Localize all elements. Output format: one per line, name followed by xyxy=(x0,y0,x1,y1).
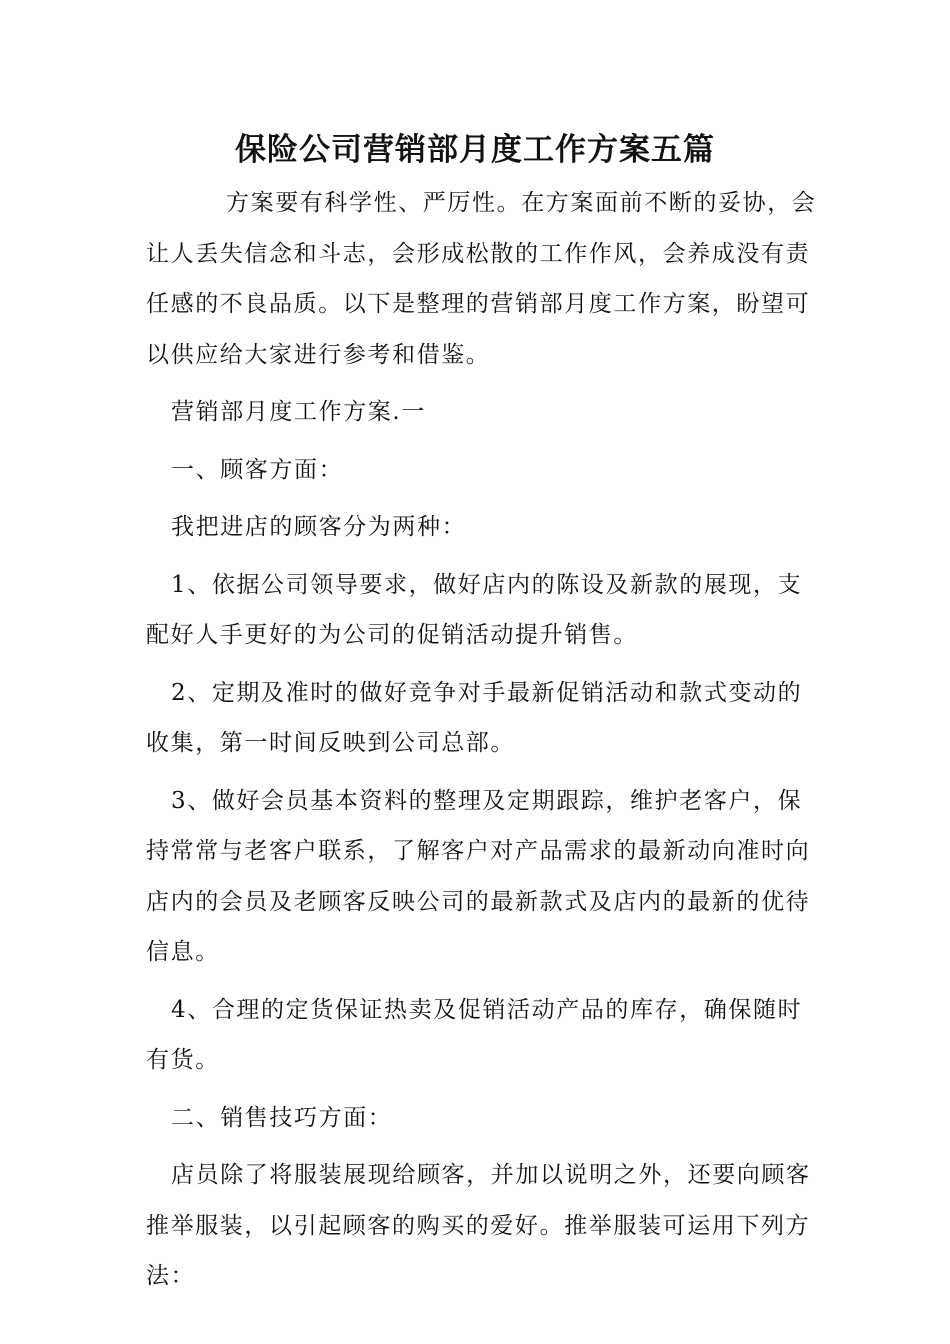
document-body xyxy=(146,178,826,1309)
section-heading-plan-one: 营销部月度工作方案.一 xyxy=(171,399,426,425)
list-item-2: 2、定期及准时的做好竞争对手最新促销活动和款式变动的收集，第一时间反映到公司总部。 xyxy=(146,679,803,756)
list-item-3: 3、做好会员基本资料的整理及定期跟踪，维护老客户，保持常常与老客户联系，了解客户对产品需求的最新动向准时向店内的会员及老顾客反映公司的最新款式及店内的最新的优待信息。 xyxy=(146,787,811,965)
list-item-1: 1、依据公司领导要求，做好店内的陈设及新款的展现，支配好人手更好的为公司的促销活动提升销售。 xyxy=(146,571,803,648)
section-heading-customers: 一、顾客方面： xyxy=(171,456,344,483)
document-title: 保险公司营销部月度工作方案五篇 xyxy=(235,132,715,168)
list-item-4: 4、合理的定货保证热卖及促销活动产品的库存，确保随时有货。 xyxy=(146,996,803,1073)
intro-paragraph: 方案要有科学性、严厉性。在方案面前不断的妥协，会让人丢失信念和斗志，会形成松散的工作作风，会养成没有责任感的不良品质。以下是整理的营销部月度工作方案，盼望可以供应给大家进行参考和借鉴。 xyxy=(146,190,817,368)
paragraph-sales-skills: 店员除了将服装展现给顾客，并加以说明之外，还要向顾客推举服装，以引起顾客的购买的爱好。推举服装可运用下列方法： xyxy=(146,1162,811,1289)
paragraph-customer-types: 我把进店的顾客分为两种： xyxy=(171,514,467,540)
section-heading-sales-skills: 二、销售技巧方面： xyxy=(171,1104,393,1131)
